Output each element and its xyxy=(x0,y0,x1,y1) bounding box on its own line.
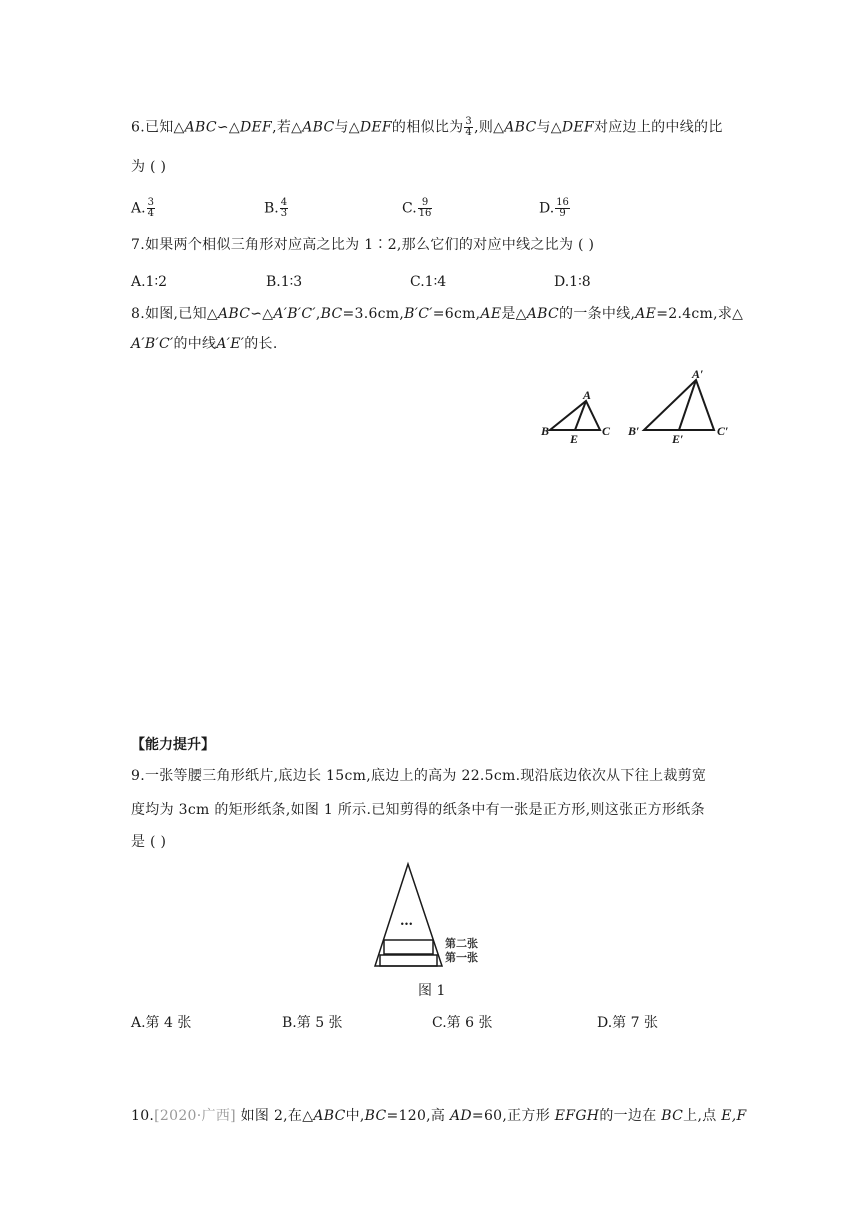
triangle-a1b1c1 xyxy=(644,380,714,430)
label-e: E xyxy=(570,432,579,446)
q9-line2: 度均为 3cm 的矩形纸条,如图 1 所示.已知剪得的纸条中有一张是正方形,则这张正方形纸条 xyxy=(131,802,705,818)
q9-line3: 是 ( ) xyxy=(131,834,167,850)
q7-text: 7.如果两个相似三角形对应高之比为 1∶2,那么它们的对应中线之比为 ( ) xyxy=(131,237,595,253)
paper-strip-figure xyxy=(370,860,500,970)
strip-first xyxy=(380,955,437,966)
q8-line1: 8.如图,已知△ABC∽△A′B′C′,BC=3.6cm,B′C′=6cm,AE是△ABC的一条中线,AE=2.4cm,求△ xyxy=(131,306,744,322)
q6-line2: 为 ( ) xyxy=(131,159,167,175)
q8-line2: A′B′C′的中线A′E′的长. xyxy=(131,336,278,352)
label-a-prime: A′ xyxy=(692,368,704,381)
label-first-strip: 第一张 xyxy=(445,951,478,964)
label-b-prime: B′ xyxy=(628,424,640,438)
q6-option-c: C. $\frac{9}{16}$ xyxy=(402,197,432,219)
triangle-abc xyxy=(550,401,600,430)
similar-triangles-figure xyxy=(536,368,766,452)
q9-line1: 9.一张等腰三角形纸片,底边长 15cm,底边上的高为 22.5cm.现沿底边依次从下往上裁剪宽 xyxy=(131,768,707,784)
label-a: A xyxy=(583,388,592,402)
label-e-prime: E′ xyxy=(672,432,684,446)
q7-option-b: B.1∶3 xyxy=(266,274,303,290)
label-c: C xyxy=(602,424,611,438)
q7-option-a: A.1∶2 xyxy=(131,274,168,290)
q6-option-a: A. $\frac{3}{4}$ xyxy=(131,197,154,219)
q6-option-d: D. $\frac{16}{9}$ xyxy=(539,197,569,219)
label-b: B xyxy=(541,424,550,438)
q9-option-b: B.第 5 张 xyxy=(282,1015,343,1031)
q10-line1: 10.[2020·广西] 如图 2,在△ABC中,BC=120,高 AD=60,正方形 EFGH的一边在 BC上,点 E,F xyxy=(131,1108,747,1124)
q9-option-a: A.第 4 张 xyxy=(131,1015,192,1031)
q7-option-d: D.1∶8 xyxy=(554,274,591,290)
section-title: 【能力提升】 xyxy=(131,737,215,753)
q9-option-c: C.第 6 张 xyxy=(432,1015,493,1031)
q6-line1: 6.已知△ABC∽△DEF,若△ABC与△DEF的相似比为 $\frac{3}{4}$ ,则△ABC与△DEF对应边上的中线的比 xyxy=(131,116,723,138)
ratio-fraction: $\frac{3}{4}$ xyxy=(465,116,473,138)
q9-option-d: D.第 7 张 xyxy=(597,1015,658,1031)
figure-1-caption: 图 1 xyxy=(418,983,446,999)
label-c-prime: C′ xyxy=(717,424,729,438)
q7-option-c: C.1∶4 xyxy=(410,274,447,290)
ellipsis-dots: … xyxy=(400,914,413,929)
strip-second xyxy=(384,940,433,954)
q10-source: [2020·广西] xyxy=(154,1108,236,1124)
q6-option-b: B. $\frac{4}{3}$ xyxy=(264,197,288,219)
label-second-strip: 第二张 xyxy=(445,937,478,950)
